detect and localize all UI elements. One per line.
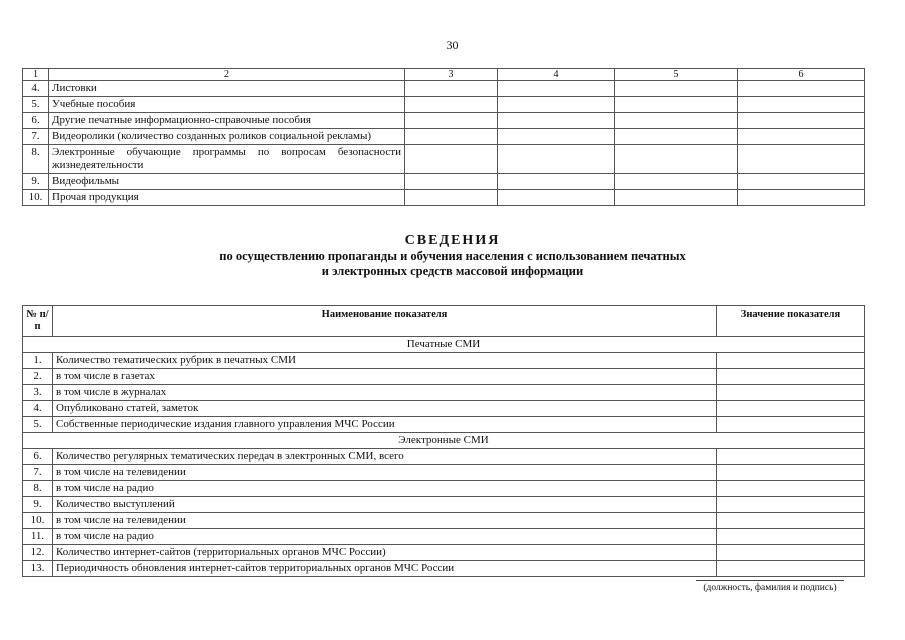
value-cell[interactable] [717, 529, 865, 545]
table-row [23, 481, 865, 497]
col-header: 4 [498, 69, 615, 81]
table-row [23, 497, 865, 513]
title-line-2: и электронных средств массовой информации [321, 264, 584, 278]
main-table-header-row [23, 306, 865, 337]
value-cell[interactable] [738, 174, 865, 190]
row-name: Количество регулярных тематических передач в электронных СМИ, всего [53, 449, 717, 465]
value-cell[interactable] [615, 145, 738, 174]
col-header: 5 [615, 69, 738, 81]
row-name: Количество тематических рубрик в печатных СМИ [53, 353, 717, 369]
table-row [23, 81, 865, 97]
value-cell[interactable] [717, 561, 865, 577]
value-cell[interactable] [615, 129, 738, 145]
value-cell[interactable] [738, 129, 865, 145]
value-cell[interactable] [615, 97, 738, 113]
row-number: 9. [23, 497, 53, 513]
table-row [23, 353, 865, 369]
value-cell[interactable] [405, 145, 498, 174]
table-row [23, 190, 865, 206]
row-number: 7. [23, 465, 53, 481]
row-name: Видеофильмы [49, 174, 405, 190]
header-num: № п/п [23, 306, 53, 337]
row-number: 6. [23, 449, 53, 465]
value-cell[interactable] [717, 545, 865, 561]
row-name: Прочая продукция [49, 190, 405, 206]
row-number: 13. [23, 561, 53, 577]
row-name: Собственные периодические издания главного управления МЧС России [53, 417, 717, 433]
value-cell[interactable] [405, 190, 498, 206]
table-row [23, 174, 865, 190]
value-cell[interactable] [405, 174, 498, 190]
row-number: 8. [23, 481, 53, 497]
row-name: Другие печатные информационно-справочные пособия [49, 113, 405, 129]
row-number: 5. [23, 417, 53, 433]
row-number: 4. [23, 401, 53, 417]
row-number: 10. [23, 513, 53, 529]
table-row [23, 449, 865, 465]
table-row [23, 417, 865, 433]
value-cell[interactable] [717, 369, 865, 385]
value-cell[interactable] [405, 113, 498, 129]
col-header: 2 [49, 69, 405, 81]
row-number: 6. [23, 113, 49, 129]
section-row [23, 433, 865, 449]
value-cell[interactable] [738, 145, 865, 174]
row-name: Видеоролики (количество созданных роликов социальной рекламы) [49, 129, 405, 145]
value-cell[interactable] [615, 174, 738, 190]
row-number: 5. [23, 97, 49, 113]
row-number: 9. [23, 174, 49, 190]
row-name: Электронные обучающие программы по вопросам безопасности жизнедеятельности [49, 145, 405, 174]
row-name: в том числе на телевидении [53, 513, 717, 529]
value-cell[interactable] [498, 113, 615, 129]
table-row [23, 513, 865, 529]
table-row [23, 369, 865, 385]
value-cell[interactable] [738, 81, 865, 97]
table-row [23, 97, 865, 113]
row-number: 3. [23, 385, 53, 401]
signature-block [690, 580, 850, 593]
section-electronic-label: Электронные СМИ [23, 433, 865, 449]
section-row [23, 337, 865, 353]
row-number: 7. [23, 129, 49, 145]
value-cell[interactable] [717, 385, 865, 401]
row-number: 1. [23, 353, 53, 369]
col-header: 3 [405, 69, 498, 81]
table-row [23, 385, 865, 401]
row-name: в том числе на радио [53, 529, 717, 545]
value-cell[interactable] [738, 113, 865, 129]
value-cell[interactable] [717, 449, 865, 465]
value-cell[interactable] [717, 401, 865, 417]
value-cell[interactable] [498, 81, 615, 97]
table-row [23, 545, 865, 561]
row-name: в том числе на радио [53, 481, 717, 497]
top-table [22, 68, 865, 206]
table-row [23, 129, 865, 145]
value-cell[interactable] [498, 190, 615, 206]
col-header: 6 [738, 69, 865, 81]
value-cell[interactable] [498, 97, 615, 113]
value-cell[interactable] [717, 465, 865, 481]
row-name: Периодичность обновления интернет-сайтов территориальных органов МЧС России [53, 561, 717, 577]
table-row [23, 145, 865, 174]
row-name: Количество интернет-сайтов (территориальных органов МЧС России) [53, 545, 717, 561]
col-header: 1 [23, 69, 49, 81]
value-cell[interactable] [738, 190, 865, 206]
main-table [22, 305, 865, 577]
value-cell[interactable] [405, 81, 498, 97]
row-name: Опубликовано статей, заметок [53, 401, 717, 417]
table-row [23, 465, 865, 481]
value-cell[interactable] [717, 497, 865, 513]
row-number: 8. [23, 145, 49, 174]
value-cell[interactable] [717, 417, 865, 433]
table-row [23, 529, 865, 545]
value-cell[interactable] [498, 145, 615, 174]
value-cell[interactable] [498, 174, 615, 190]
row-name: Количество выступлений [53, 497, 717, 513]
table-row [23, 113, 865, 129]
value-cell[interactable] [498, 129, 615, 145]
row-number: 12. [23, 545, 53, 561]
report-title [0, 232, 905, 279]
value-cell[interactable] [405, 97, 498, 113]
signature-caption: (должность, фамилия и подпись) [703, 583, 837, 593]
title-line-1: по осуществлению пропаганды и обучения населения с использованием печатных [219, 249, 686, 263]
page-number: 30 [446, 38, 459, 52]
row-name: Листовки [49, 81, 405, 97]
value-cell[interactable] [717, 353, 865, 369]
row-name: в том числе в журналах [53, 385, 717, 401]
header-value: Значение показателя [717, 306, 865, 337]
signature-line [696, 580, 844, 581]
value-cell[interactable] [717, 481, 865, 497]
row-name: в том числе в газетах [53, 369, 717, 385]
header-name: Наименование показателя [53, 306, 717, 337]
top-table-header-row [23, 69, 865, 81]
value-cell[interactable] [738, 97, 865, 113]
row-number: 4. [23, 81, 49, 97]
value-cell[interactable] [615, 190, 738, 206]
table-row [23, 401, 865, 417]
title-main: СВЕДЕНИЯ [404, 233, 501, 248]
row-name: в том числе на телевидении [53, 465, 717, 481]
row-name: Учебные пособия [49, 97, 405, 113]
value-cell[interactable] [405, 129, 498, 145]
row-number: 10. [23, 190, 49, 206]
row-number: 2. [23, 369, 53, 385]
row-number: 11. [23, 529, 53, 545]
value-cell[interactable] [717, 513, 865, 529]
value-cell[interactable] [615, 81, 738, 97]
value-cell[interactable] [615, 113, 738, 129]
table-row [23, 561, 865, 577]
section-print-label: Печатные СМИ [23, 337, 865, 353]
